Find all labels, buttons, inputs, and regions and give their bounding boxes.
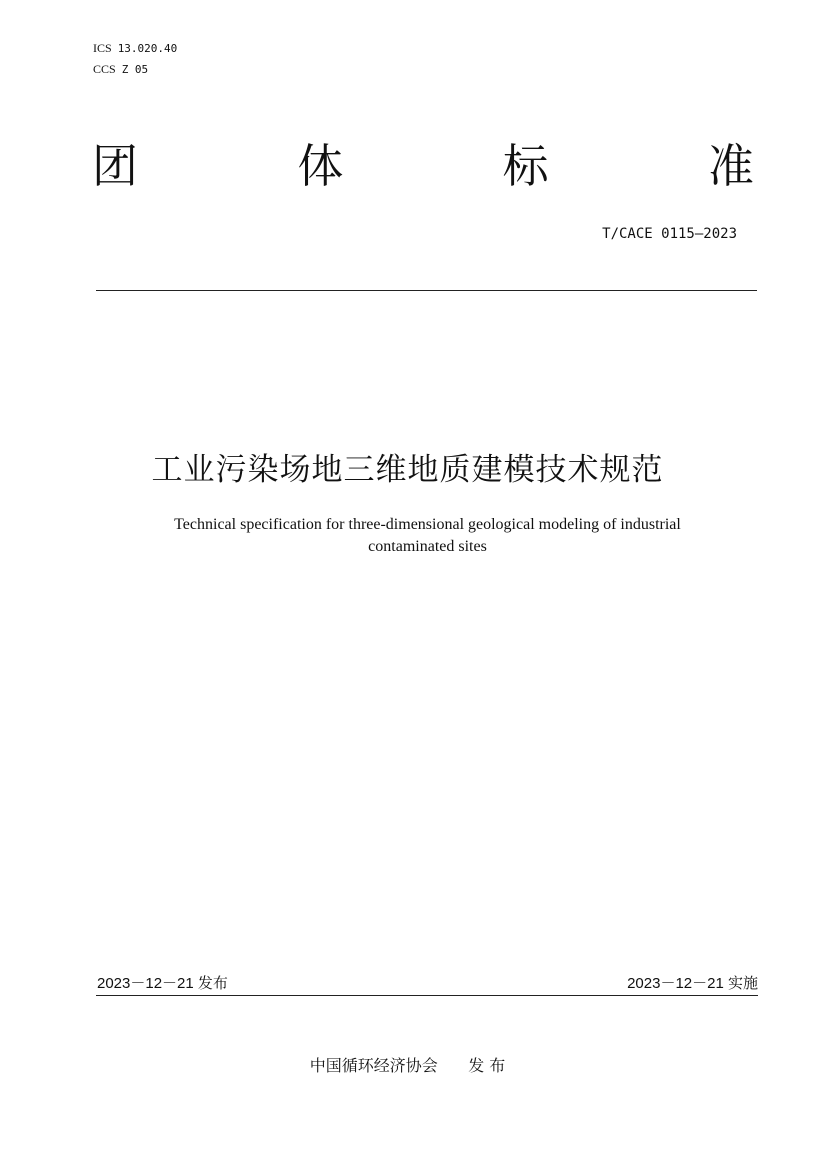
english-title-line-2: contaminated sites bbox=[368, 538, 487, 555]
ccs-label: CCS bbox=[93, 62, 116, 76]
top-divider bbox=[96, 290, 757, 291]
english-title bbox=[100, 514, 755, 558]
english-title-line-1: Technical specification for three-dimensional geological modeling of industrial bbox=[174, 516, 681, 533]
ccs-value: Z 05 bbox=[121, 63, 149, 76]
issue-date: 2023－12－21 发布 bbox=[97, 975, 228, 992]
publisher-action: 发 布 bbox=[468, 1056, 506, 1075]
standard-type-char: 准 bbox=[707, 139, 754, 193]
chinese-title: 工业污染场地三维地质建模技术规范 bbox=[151, 452, 664, 488]
ics-code bbox=[93, 41, 177, 56]
ics-label: ICS bbox=[93, 41, 112, 55]
publisher-line bbox=[0, 1053, 815, 1076]
ccs-code bbox=[93, 62, 148, 77]
implement-date: 2023－12－21 实施 bbox=[627, 975, 758, 992]
standard-type-char: 标 bbox=[502, 139, 549, 193]
standard-type-char: 体 bbox=[297, 139, 344, 193]
standard-number: T/CACE 0115—2023 bbox=[602, 226, 737, 242]
publisher-name: 中国循环经济协会 bbox=[309, 1056, 438, 1075]
bottom-divider bbox=[96, 995, 758, 996]
standard-type-heading bbox=[92, 136, 754, 196]
standard-type-char: 团 bbox=[92, 139, 138, 193]
ics-value: 13.020.40 bbox=[117, 42, 178, 55]
